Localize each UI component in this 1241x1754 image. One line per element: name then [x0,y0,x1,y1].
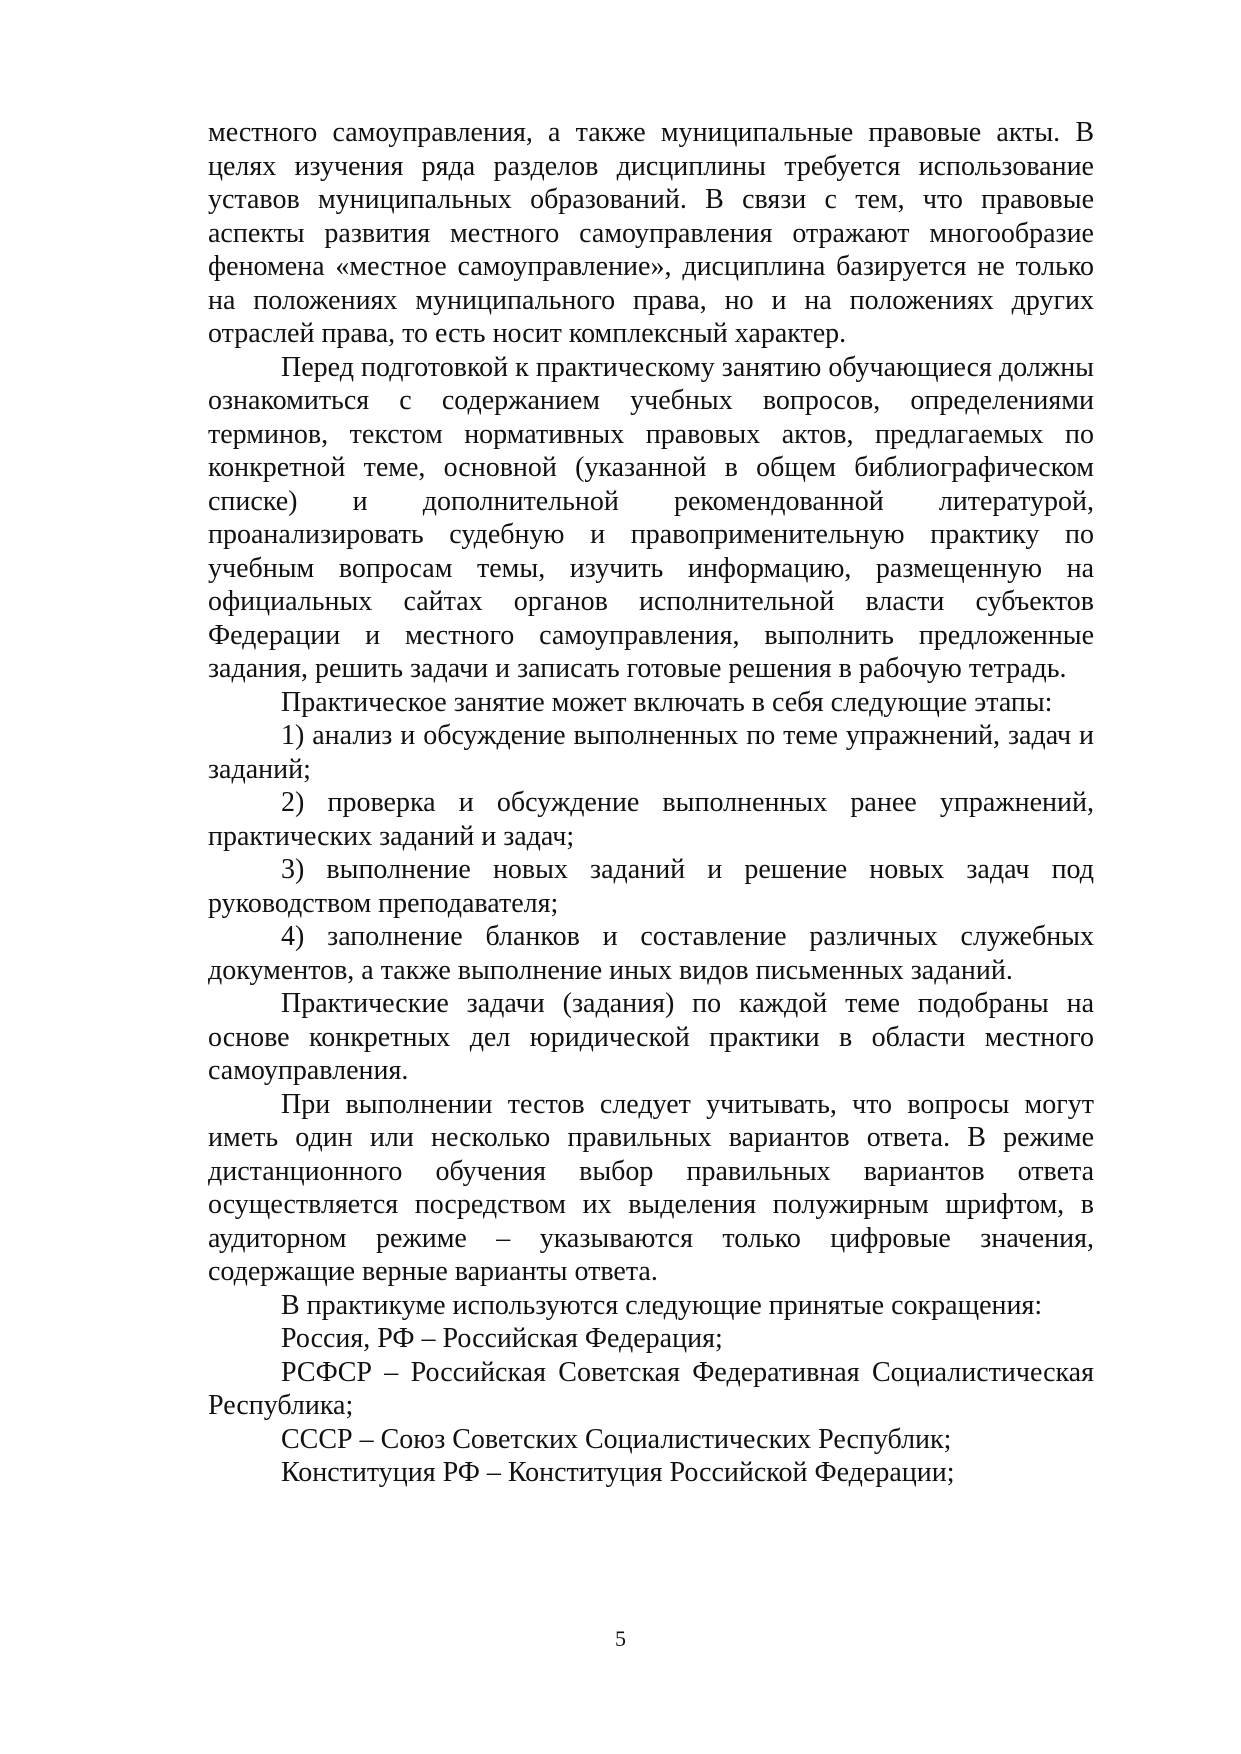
paragraph-stages-intro: Практическое занятие может включать в себя следующие этапы: [281,686,1053,718]
paragraph-tests: При выполнении тестов следует учитывать, что вопросы могут иметь один или несколько правильных вариантов ответа. В режиме дистанционного обучения выбор правильных вариантов ответа осуществляется посредством их выделения полужирным шрифтом, в аудиторном режиме – указываются только цифровые значения, содержащие верные варианты ответа. [208,1088,1094,1287]
abbreviation-ussr: СССР – Союз Советских Социалистических Республик; [281,1423,952,1455]
page-number: 5 [615,1626,626,1651]
list-item-stage-3: 3) выполнение новых заданий и решение новых задач под руководством преподавателя; [208,854,1094,919]
abbreviation-rsfsr: РСФСР – Российская Советская Федеративная Социалистическая Республика; [208,1356,1094,1421]
paragraph-continuation: местного самоуправления, а также муниципальные правовые акты. В целях изучения ряда разделов дисциплины требуется использование уставов муниципальных образований. В связи с тем, что правовые аспекты развития местного самоуправления отражают многообразие феномена «местное самоуправление», дисциплина базируется не только на положениях муниципального права, но и на положениях других отраслей права, то есть носит комплексный характер. [208,117,1094,349]
body-text [208,116,1094,1490]
list-item-stage-4: 4) заполнение бланков и составление различных служебных документов, а также выполнение иных видов письменных заданий. [208,921,1094,986]
list-item-stage-2: 2) проверка и обсуждение выполненных ранее упражнений, практических заданий и задач; [208,787,1094,852]
abbreviation-constitution: Конституция РФ – Конституция Российской Федерации; [281,1457,955,1488]
paragraph-abbreviations-intro: В практикуме используются следующие принятые сокращения: [281,1289,1043,1321]
list-item-stage-1: 1) анализ и обсуждение выполненных по теме упражнений, задач и заданий; [208,720,1094,785]
abbreviation-rf: Россия, РФ – Российская Федерация; [281,1323,723,1354]
paragraph-preparation: Перед подготовкой к практическому занятию обучающиеся должны ознакомиться с содержанием учебных вопросов, определениями терминов, текстом нормативных правовых актов, предлагаемых по конкретной теме, основной (указанной в общем библиографическом списке) и дополнительной рекомендованной литературой, проанализировать судебную и правоприменительную практику по учебным вопросам темы, изучить информацию, размещенную на официальных сайтах органов исполнительной власти субъектов Федерации и местного самоуправления, выполнить предложенные задания, решить задачи и записать готовые решения в рабочую тетрадь. [208,351,1094,684]
paragraph-tasks: Практические задачи (задания) по каждой теме подобраны на основе конкретных дел юридической практики в области местного самоуправления. [208,988,1094,1086]
